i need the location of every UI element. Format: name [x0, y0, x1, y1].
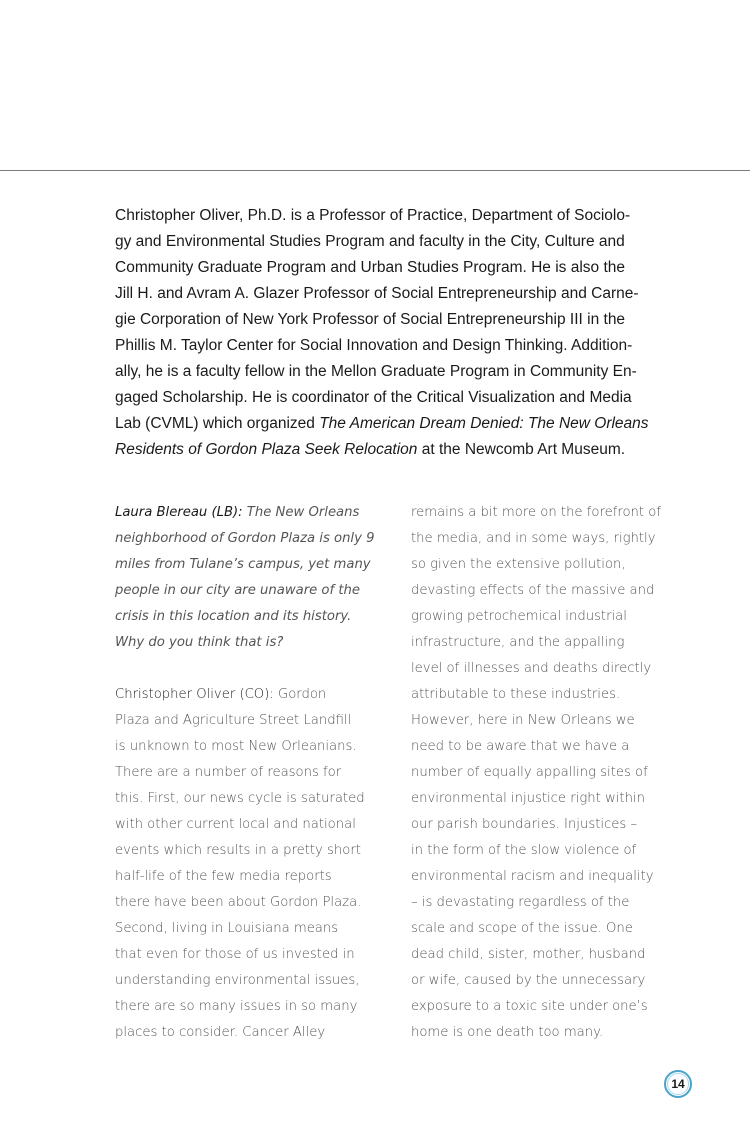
answer-co-continued: remains a bit more on the forefront of the media, and in some ways, rightly so given the extensive pollution, devasting effects of the massive and growing petrochemical industrial infrastructure, and the appalling level of illnesses and deaths directly attributable to these industries. However, here in New Orleans we need to be aware that we have a number of equally appalling sites of environmental injustice right within our parish boundaries. Injustices – in the form of the slow violence of environmental racism and inequality – is devastating regardless of the scale and scope of the issue. One dead child, sister, mother, husband or wife, caused by the unnecessary exposure to a toxic site under one’s home is one death too many.	[411, 505, 661, 1040]
bio-line: Jill H. and Avram A. Glazer Professor of Social Entrepreneurship and Carne-	[115, 285, 639, 302]
author-bio	[115, 203, 690, 463]
bio-line: gy and Environmental Studies Program and faculty in the City, Culture and	[115, 233, 625, 250]
bio-line	[115, 437, 690, 463]
header-divider	[0, 170, 750, 171]
interview-right-column	[411, 500, 693, 1046]
speaker-label-lb: Laura Blereau (LB):	[115, 505, 243, 520]
bio-line: ally, he is a faculty fellow in the Mellon Graduate Program in Community En-	[115, 363, 637, 380]
bio-line: Phillis M. Taylor Center for Social Innovation and Design Thinking. Addition-	[115, 337, 633, 354]
bio-line: gie Corporation of New York Professor of Social Entrepreneurship III in the	[115, 311, 626, 328]
bio-line: Christopher Oliver, Ph.D. is a Professor of Practice, Department of Sociolo-	[115, 207, 631, 224]
answer-co: Christopher Oliver (CO): Gordon Plaza and Agriculture Street Landfill is unknown to most New Orleanians. There are a number of reasons for this. First, our news cycle is saturated with other current local and national events which results in a pretty short half-life of the few media reports there have been about Gordon Plaza. Second, living in Louisiana means that even for those of us invested in understanding environmental issues, there are so many issues in so many places to consider. Cancer Alley	[115, 687, 365, 1040]
exhibition-title-part1: The American Dream Denied: The New Orleans	[319, 415, 649, 432]
bio-line: Community Graduate Program and Urban Studies Program. He is also the	[115, 259, 626, 276]
exhibition-title-part2: Residents of Gordon Plaza Seek Relocation	[115, 441, 418, 458]
question-lb: Laura Blereau (LB): The New Orleans neighborhood of Gordon Plaza is only 9 miles from Tulane’s campus, yet many people in our city are unaware of the crisis in this location and its history. Why do you think that is?	[115, 505, 375, 650]
page-number: 14	[671, 1077, 685, 1091]
bio-line	[115, 411, 690, 437]
speaker-label-co: Christopher Oliver (CO):	[115, 687, 274, 702]
bio-text: Lab (CVML) which organized	[115, 415, 320, 432]
bio-line: gaged Scholarship. He is coordinator of the Critical Visualization and Media	[115, 389, 632, 406]
page-number-badge	[664, 1070, 692, 1098]
bio-text: at the Newcomb Art Museum.	[417, 441, 626, 458]
interview-left-column	[115, 500, 397, 1046]
